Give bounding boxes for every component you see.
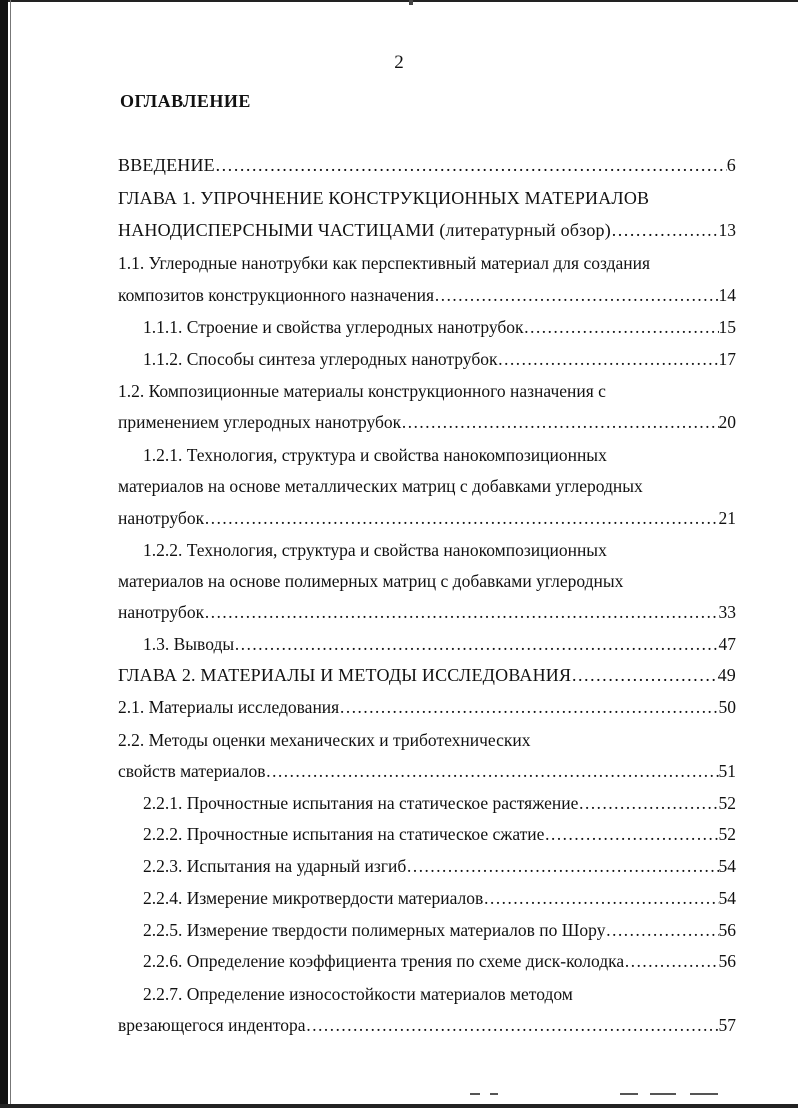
toc-entry-text: 2.2.6. Определение коэффициента трения по схеме диск-колодка xyxy=(143,951,625,971)
page-title: ОГЛАВЛЕНИЕ xyxy=(120,91,251,111)
dot-leader xyxy=(339,693,718,721)
toc-page-number: 56 xyxy=(718,920,736,940)
toc-s2-2-line1: 2.2. Методы оценки механических и триботехнических xyxy=(118,730,531,750)
scan-dash xyxy=(620,1093,638,1095)
toc-entry-s2-2-5 xyxy=(143,916,736,944)
toc-entry-s2-2-2 xyxy=(143,820,736,848)
toc-page-number: 47 xyxy=(718,634,736,654)
page-number: 2 xyxy=(394,52,404,73)
dot-leader xyxy=(306,1011,719,1039)
dot-leader xyxy=(605,916,718,944)
scan-mark xyxy=(409,0,413,5)
toc-page-number: 13 xyxy=(718,220,736,240)
toc-page-number: 14 xyxy=(718,285,736,305)
toc-page-number: 21 xyxy=(718,508,736,528)
toc-s1-2-line1: 1.2. Композиционные материалы конструкционного назначения с xyxy=(118,381,606,401)
toc-page-number: 57 xyxy=(718,1015,736,1035)
toc-entry-text: 2.1. Материалы исследования xyxy=(118,697,340,717)
toc-entry-text: ГЛАВА 2. МАТЕРИАЛЫ И МЕТОДЫ ИССЛЕДОВАНИЯ xyxy=(118,665,572,685)
toc-page-number: 6 xyxy=(726,155,736,175)
toc-entry-text: 2.2.5. Измерение твердости полимерных материалов по Шору xyxy=(143,920,606,940)
toc-entry-text: 1.3. Выводы xyxy=(143,634,235,654)
dot-leader xyxy=(624,947,718,975)
toc-entry-text: 1.1.2. Способы синтеза углеродных нанотрубок xyxy=(143,349,498,369)
toc-entry-s1-3 xyxy=(143,630,736,658)
toc-page-number: 15 xyxy=(718,317,736,337)
dot-leader xyxy=(434,281,718,309)
dot-leader xyxy=(578,789,718,817)
toc-entry-s1-1 xyxy=(118,281,736,309)
toc-entry-text: 2.2.1. Прочностные испытания на статическое растяжение xyxy=(143,793,579,813)
toc-entry-s2-1 xyxy=(118,693,736,721)
toc-page-number: 20 xyxy=(718,412,736,432)
dot-leader xyxy=(204,598,718,626)
dot-leader xyxy=(524,313,719,341)
scan-dash xyxy=(490,1093,498,1095)
toc-page-number: 51 xyxy=(718,761,736,781)
dot-leader xyxy=(266,757,719,785)
toc-page-number: 50 xyxy=(718,697,736,717)
dot-leader xyxy=(666,216,719,244)
toc-entry-s2-2-4 xyxy=(143,884,736,912)
toc-entry-text: 2.2.4. Измерение микротвердости материалов xyxy=(143,888,484,908)
scan-edge-top xyxy=(0,0,798,2)
toc-chapter1-line1: ГЛАВА 1. УПРОЧНЕНИЕ КОНСТРУКЦИОННЫХ МАТЕРИАЛОВ xyxy=(118,188,650,208)
dot-leader xyxy=(571,661,717,689)
toc-entry-s2-2-3 xyxy=(143,852,736,880)
toc-s1-2-1-line1: 1.2.1. Технология, структура и свойства нанокомпозиционных xyxy=(143,445,607,465)
toc-entry-text: НАНОДИСПЕРСНЫМИ ЧАСТИЦАМИ (литературный обзор)……… xyxy=(118,220,666,240)
toc-entry-text: свойств материалов xyxy=(118,761,266,781)
dot-leader xyxy=(215,151,727,179)
scan-edge-line xyxy=(10,0,11,1108)
toc-entry-s1-1-1 xyxy=(143,313,736,341)
dot-leader xyxy=(497,345,718,373)
toc-page-number: 56 xyxy=(718,951,736,971)
toc-entry-s2-2-6 xyxy=(143,947,736,975)
toc-entry-s2-2-7 xyxy=(118,1011,736,1039)
scan-dash xyxy=(470,1093,480,1095)
scan-edge-bottom xyxy=(0,1104,798,1108)
dot-leader xyxy=(401,408,718,436)
toc-s1-2-1-line2: материалов на основе металлических матриц с добавками углеродных xyxy=(118,476,643,496)
toc-entry-text: нанотрубок xyxy=(118,602,205,622)
toc-page-number: 49 xyxy=(717,665,736,685)
dot-leader xyxy=(204,504,718,532)
dot-leader xyxy=(483,884,718,912)
toc-page-number: 52 xyxy=(718,793,736,813)
toc-page-number: 52 xyxy=(718,824,736,844)
toc-s1-1-line1: 1.1. Углеродные нанотрубки как перспективный материал для создания xyxy=(118,253,651,273)
toc-entry-chapter1 xyxy=(118,216,736,244)
toc-entry-text: композитов конструкционного назначения xyxy=(118,285,435,305)
toc-page-number: 33 xyxy=(718,602,736,622)
toc-entry-introduction xyxy=(118,151,736,179)
toc-entry-text: врезающегося индентора xyxy=(118,1015,306,1035)
toc-entry-s1-2 xyxy=(118,408,736,436)
toc-entry-text: 2.2.2. Прочностные испытания на статическое сжатие xyxy=(143,824,545,844)
toc-entry-s2-2-1 xyxy=(143,789,736,817)
toc-entry-s2-2 xyxy=(118,757,736,785)
toc-entry-text: ВВЕДЕНИЕ xyxy=(118,155,215,175)
toc-entry-text: 1.1.1. Строение и свойства углеродных нанотрубок xyxy=(143,317,524,337)
toc-entry-s1-1-2 xyxy=(143,345,736,373)
toc-s1-2-2-line2: материалов на основе полимерных матриц с добавками углеродных xyxy=(118,571,624,591)
scan-dash xyxy=(650,1093,676,1095)
toc-page-number: 54 xyxy=(718,856,736,876)
toc-page-number: 54 xyxy=(718,888,736,908)
scan-edge-left xyxy=(0,0,8,1108)
toc-entry-chapter2 xyxy=(118,661,736,689)
toc-entry-text: применением углеродных нанотрубок xyxy=(118,412,402,432)
toc-entry-text: 2.2.3. Испытания на ударный изгиб xyxy=(143,856,407,876)
scan-dash xyxy=(690,1093,718,1095)
toc-s1-2-2-line1: 1.2.2. Технология, структура и свойства нанокомпозиционных xyxy=(143,540,607,560)
toc-page-number: 17 xyxy=(718,349,736,369)
dot-leader xyxy=(544,820,718,848)
toc-entry-s1-2-1 xyxy=(118,504,736,532)
dot-leader xyxy=(234,630,718,658)
toc-s2-2-7-line1: 2.2.7. Определение износостойкости материалов методом xyxy=(143,984,573,1004)
dot-leader xyxy=(406,852,718,880)
toc-entry-text: нанотрубок xyxy=(118,508,205,528)
toc-entry-s1-2-2 xyxy=(118,598,736,626)
